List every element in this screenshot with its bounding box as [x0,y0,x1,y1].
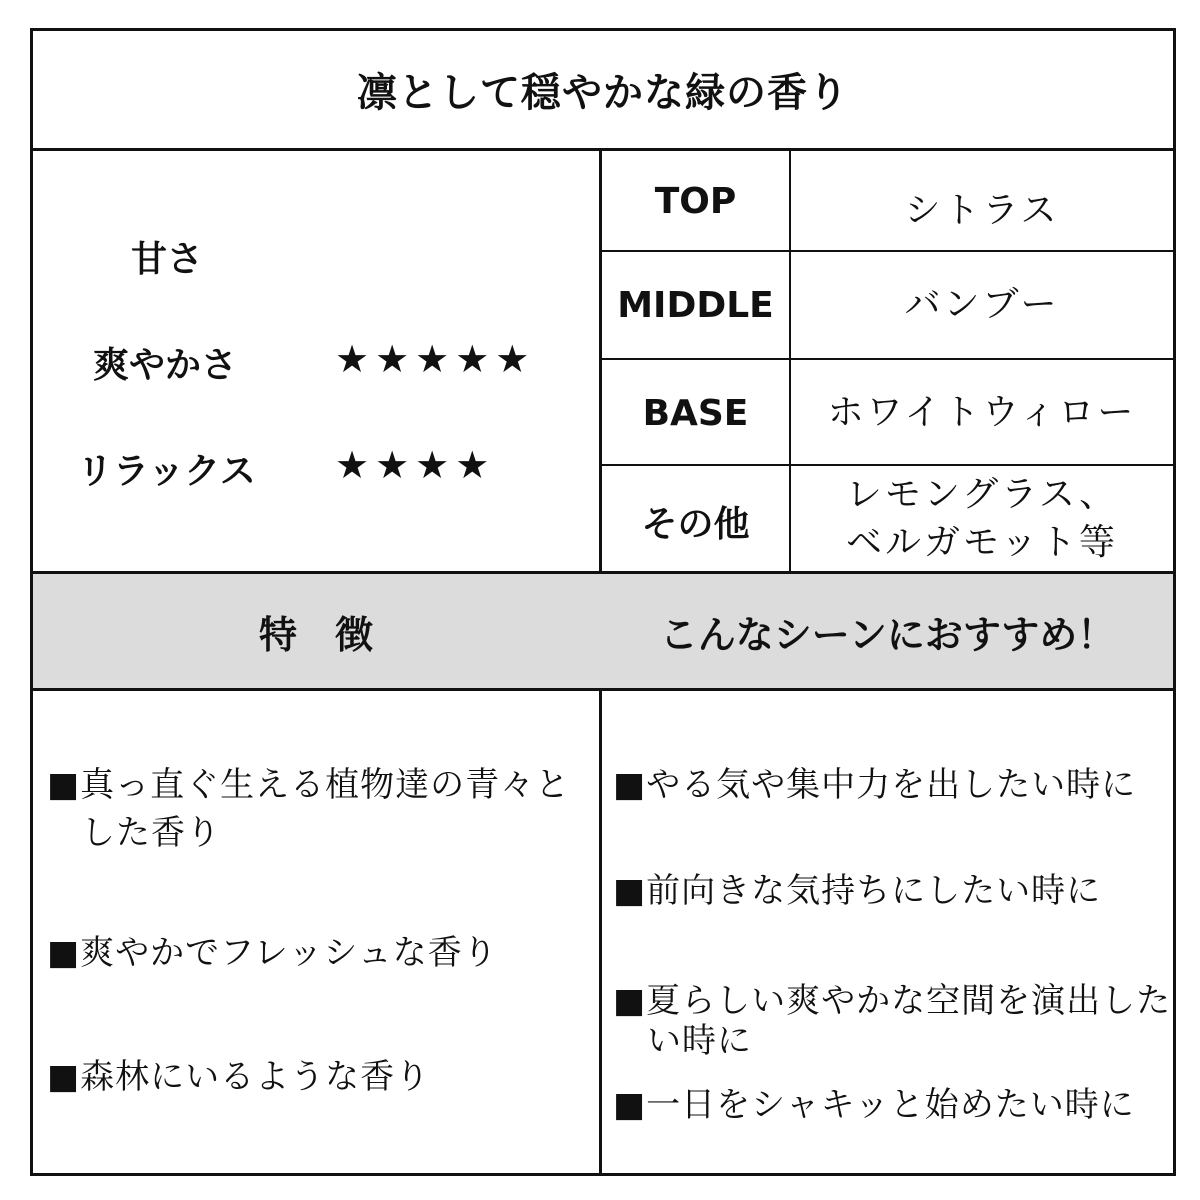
note-key-base: BASE [642,392,749,434]
scene-item: ■前向きな気持ちにしたい時に [613,871,1102,911]
scene-item: ■やる気や集中力を出したい時に [613,765,1137,805]
note-value-middle: バンブー [904,284,1060,325]
rating-label-sweetness: 甘さ [131,239,204,280]
scene-item-line: ■夏らしい爽やかな空間を演出した [613,981,1172,1021]
rating-label-freshness: 爽やかさ [93,345,238,386]
notes-row-divider [602,250,1173,252]
note-key-top: TOP [654,180,737,222]
rating-label-relax: リラックス [77,451,256,492]
note-value-other-line1: レモングラス、 [845,474,1119,515]
feature-item: ■森林にいるような香り [47,1057,431,1097]
note-value-other-line2: ベルガモット等 [846,522,1118,563]
scene-item: ■一日をシャキッと始めたい時に [613,1085,1135,1125]
scene-item [613,977,1172,1065]
scene-item-line: い時に [647,1021,752,1061]
notes-row-divider [602,358,1173,360]
note-key-other: その他 [641,503,750,545]
feature-item: ■爽やかでフレッシュな香り [47,933,498,973]
product-info-card [30,28,1176,1176]
rating-stars-relax: ★★★★ [335,443,496,487]
note-key-middle: MIDDLE [617,284,774,326]
note-value-base: ホワイトウィロー [827,392,1137,433]
feature-item [47,761,597,857]
rating-stars-freshness: ★★★★★ [335,337,536,381]
page-title: 凛として穏やかな緑の香り [33,31,1173,151]
note-value-other [791,467,1173,571]
notes-row-divider [602,464,1173,466]
scenes-heading: こんなシーンにおすすめ！ [659,612,1116,657]
feature-item-line: した香り [81,813,221,853]
band-bottom-border [33,688,1173,691]
feature-item-line: ■真っ直ぐ生える植物達の青々と [47,765,571,805]
note-value-top: シトラス [904,190,1060,231]
features-heading: 特 徴 [258,612,373,657]
